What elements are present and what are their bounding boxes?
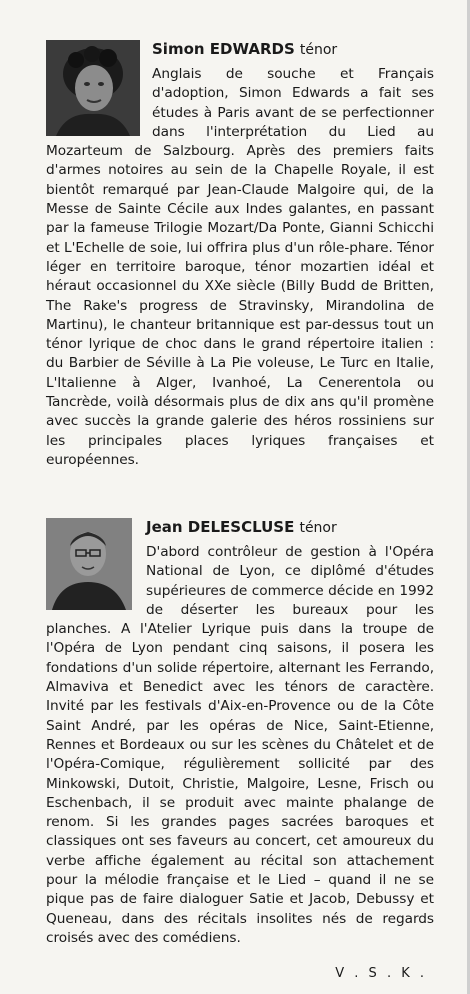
artist-name: Jean DELESCLUSE (146, 518, 295, 536)
signature-initials: V . S . K . (335, 966, 427, 981)
portrait-image-icon (46, 518, 132, 610)
artist-role: ténor (299, 520, 337, 536)
bio-paragraph: D'abord contrôleur de gestion à l'Opéra National de Lyon, ce diplômé d'études supérieures de commerce décide en 1992 de déserter les bureaux pour les planches. A l'Atelier Lyrique puis dans la troupe de l'Opéra de Lyon pendant cinq saisons, il posera les fondations d'un solide répertoire, alternant les Ferrando, Almaviva et Benedict avec les ténors de caractère. Invité par les festivals d'Aix-en-Provence ou de la Côte Saint André, par les opéras de Nice, Saint-Etienne, Rennes et Bordeaux ou sur les scènes du Châtelet et de l'Opéra-Comique, régulièrement sollicité par des Minkowski, Dutoit, Christie, Malgoire, Lesne, Frisch ou Eschenbach, il se produit avec mainte phalange de renom. Si les grandes pages sacrées baroques et classiques ont ses faveurs au concert, cet amoureux du verbe affiche également au récital son attachement pour la mélodie française et le Lied – quand il ne se pique pas de faire dialoguer Satie et Jacob, Debussy et Queneau, dans des récitals insolites nés de regards croisés avec des comédiens. (46, 544, 434, 946)
portrait-image-icon (46, 40, 140, 136)
bio-jean-delescluse (46, 514, 434, 948)
portrait-photo (46, 40, 140, 136)
bio-paragraph: Anglais de souche et Français d'adoption, Simon Edwards a fait ses études à Paris avant de se perfectionner dans l'interprétation du Lied au Mozarteum de Salzbourg. Après des premiers faits d'armes notoires au sein de la Chapelle Royale, il est bientôt remarqué par Jean-Claude Malgoire qui, de la Messe de Sainte Cécile aux Indes galantes, en passant par la fameuse Trilogie Mozart/Da Ponte, Gianni Schicchi et L'Echelle de soie, lui offrira plus d'un rôle-phare. Ténor léger en territoire baroque, ténor mozartien idéal et héraut occasionnel du XXe siècle (Billy Budd de Britten, The Rake's progress de Stravinsky, Mirandolina de Martinu), le chanteur britannique est par-dessus tout un ténor lyrique de choc dans le grand répertoire italien : du Barbier de Séville à La Pie voleuse, Le Turc en Italie, L'Italienne à Alger, Ivanhoé, La Cenerentola ou Tancrède, voilà désormais plus de dix ans qu'il promène avec succès la grande galerie des héros rossiniens sur les principales places lyriques françaises et européennes. (46, 66, 434, 468)
bio-simon-edwards (46, 36, 434, 470)
portrait-photo (46, 518, 132, 610)
artist-role: ténor (299, 42, 338, 58)
artist-name: Simon EDWARDS (152, 40, 295, 58)
